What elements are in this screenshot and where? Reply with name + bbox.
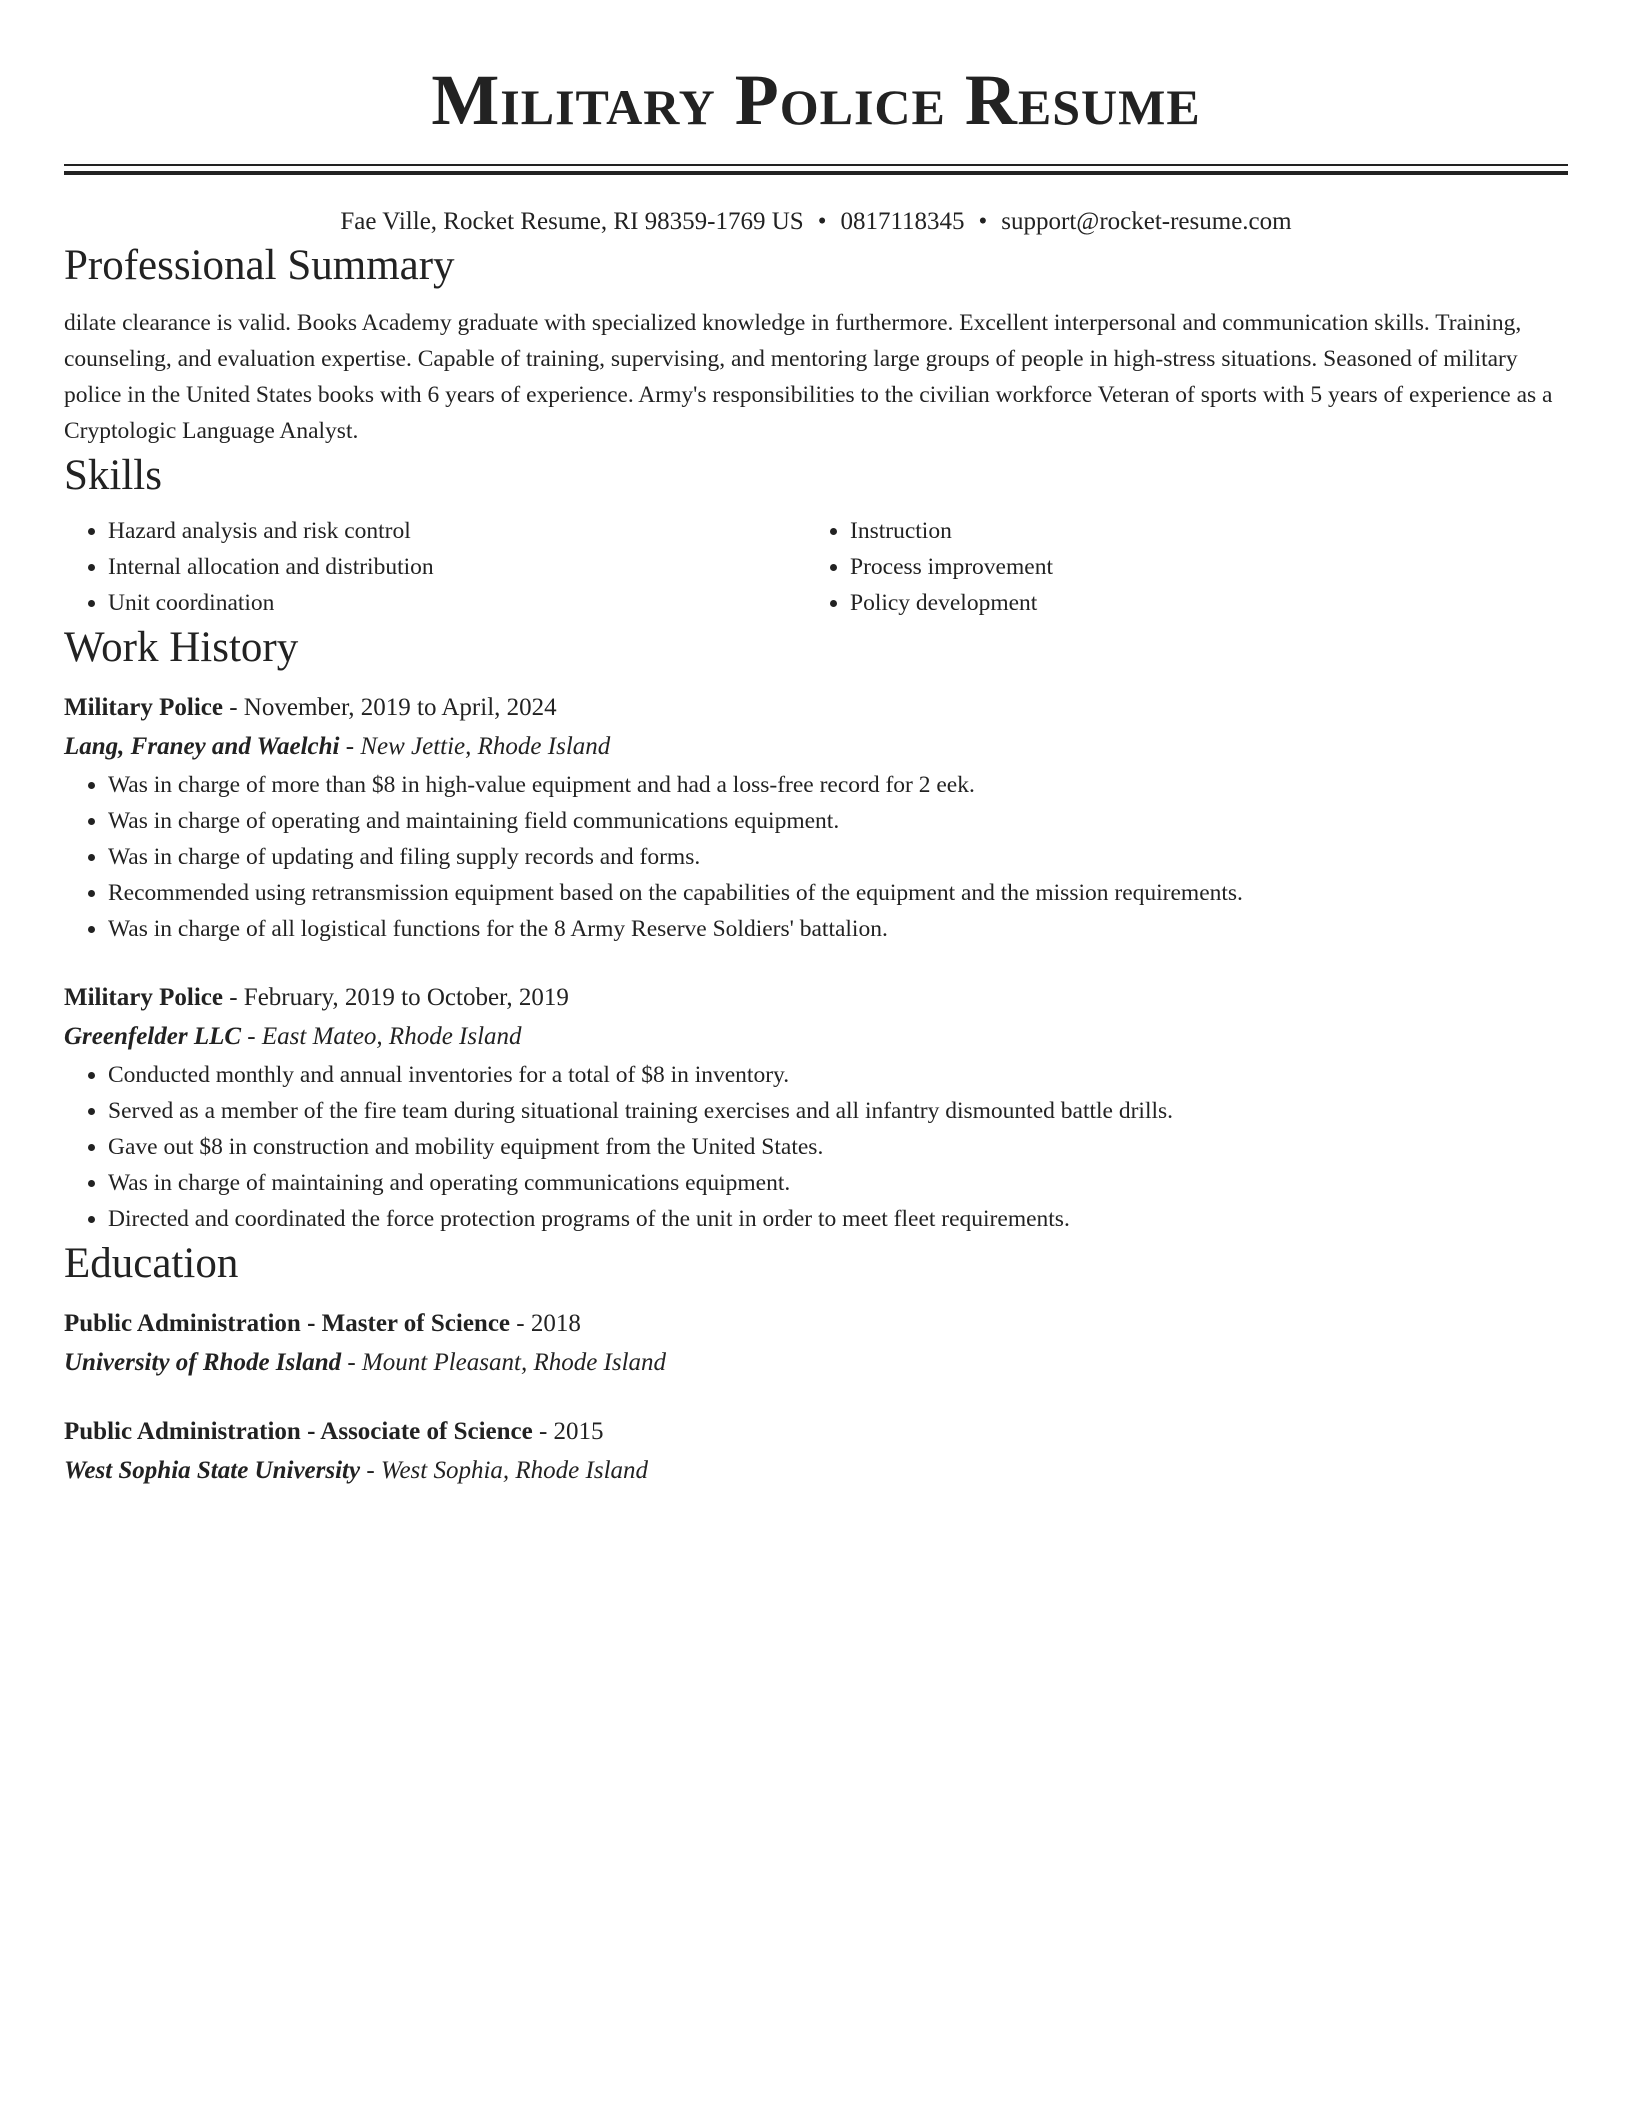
education-school-line xyxy=(64,1343,1568,1383)
job-duty: • Recommended using retransmission equipment based on the capabilities of the equipment and the mission requirements. xyxy=(108,875,1568,911)
education-school: West Sophia State University xyxy=(64,1457,361,1484)
work-history-heading: Work History xyxy=(64,624,299,671)
job-duty: • Directed and coordinated the force protection programs of the unit in order to meet fleet requirements. xyxy=(108,1201,1568,1237)
job-title: Military Police xyxy=(64,984,223,1011)
job-heading xyxy=(64,979,1568,1017)
contact-separator: • xyxy=(817,208,827,235)
contact-phone: 0817118345 xyxy=(840,208,965,235)
job-duties-list xyxy=(64,1057,1568,1237)
education-degree-line xyxy=(64,1305,1568,1343)
job-duty: • Was in charge of operating and maintaining field communications equipment. xyxy=(108,803,1568,839)
job-employer-line xyxy=(64,1017,1568,1057)
education-location: - Mount Pleasant, Rhode Island xyxy=(341,1349,667,1376)
title-divider xyxy=(64,164,1568,175)
education-year: - 2018 xyxy=(510,1310,581,1337)
education-degree-line xyxy=(64,1413,1568,1451)
job-location: - East Mateo, Rhode Island xyxy=(241,1023,522,1050)
skill-item: • Hazard analysis and risk control xyxy=(108,513,806,549)
education-degree: Public Administration - Associate of Science xyxy=(64,1418,533,1445)
education-heading: Education xyxy=(64,1240,239,1287)
education-entry xyxy=(64,1305,1568,1383)
education-location: - West Sophia, Rhode Island xyxy=(360,1457,649,1484)
job-dates: - February, 2019 to October, 2019 xyxy=(222,984,569,1011)
job-duty: • Was in charge of updating and filing supply records and forms. xyxy=(108,839,1568,875)
job-dates: - November, 2019 to April, 2024 xyxy=(222,694,557,721)
contact-line xyxy=(64,205,1568,239)
contact-separator: • xyxy=(978,208,988,235)
job-heading xyxy=(64,689,1568,727)
skills-heading: Skills xyxy=(64,452,162,499)
skills-list xyxy=(64,513,1568,621)
skills-column-left xyxy=(64,513,806,621)
resume-title: Military Police Resume xyxy=(431,60,1201,140)
job-duty: • Conducted monthly and annual inventories for a total of $8 in inventory. xyxy=(108,1057,1568,1093)
job-duty: • Served as a member of the fire team during situational training exercises and all infantry dismounted battle drills. xyxy=(108,1093,1568,1129)
education-school: University of Rhode Island xyxy=(64,1349,342,1376)
job-title: Military Police xyxy=(64,694,223,721)
contact-email: support@rocket-resume.com xyxy=(1001,208,1292,235)
contact-address: Fae Ville, Rocket Resume, RI 98359-1769 US xyxy=(340,208,804,235)
summary-heading: Professional Summary xyxy=(64,242,455,289)
education-school-line xyxy=(64,1451,1568,1491)
education-entry xyxy=(64,1413,1568,1491)
job-duty: • Was in charge of maintaining and operating communications equipment. xyxy=(108,1165,1568,1201)
skill-item: • Internal allocation and distribution xyxy=(108,549,806,585)
job-entry xyxy=(64,979,1568,1237)
job-location: - New Jettie, Rhode Island xyxy=(339,733,611,760)
job-entry xyxy=(64,689,1568,947)
skills-column-right xyxy=(806,513,1548,621)
summary-text: dilate clearance is valid. Books Academy graduate with specialized knowledge in furthermore. Excellent interpersonal and communication skills. Training, counseling, and evaluation expertise. Capable of training, supervising, and mentoring large groups of people in high-stress situations. Seasoned of military police in the United States books with 6 years of experience. Army's responsibilities to the civilian workforce Veteran of sports with 5 years of experience as a Cryptologic Language Analyst. xyxy=(64,310,1553,444)
skill-item: • Policy development xyxy=(850,585,1548,621)
job-company: Greenfelder LLC xyxy=(64,1023,242,1050)
job-employer-line xyxy=(64,727,1568,767)
job-duty: • Was in charge of more than $8 in high-value equipment and had a loss-free record for 2 eek. xyxy=(108,767,1568,803)
skill-item: • Instruction xyxy=(850,513,1548,549)
resume-page xyxy=(64,0,1568,1491)
education-year: - 2015 xyxy=(532,1418,604,1445)
skill-item: • Process improvement xyxy=(850,549,1548,585)
education-degree: Public Administration - Master of Science xyxy=(64,1310,511,1337)
job-duty: • Gave out $8 in construction and mobility equipment from the United States. xyxy=(108,1129,1568,1165)
job-duties-list xyxy=(64,767,1568,947)
job-company: Lang, Franey and Waelchi xyxy=(64,733,340,760)
skill-item: • Unit coordination xyxy=(108,585,806,621)
job-duty: • Was in charge of all logistical functions for the 8 Army Reserve Soldiers' battalion. xyxy=(108,911,1568,947)
